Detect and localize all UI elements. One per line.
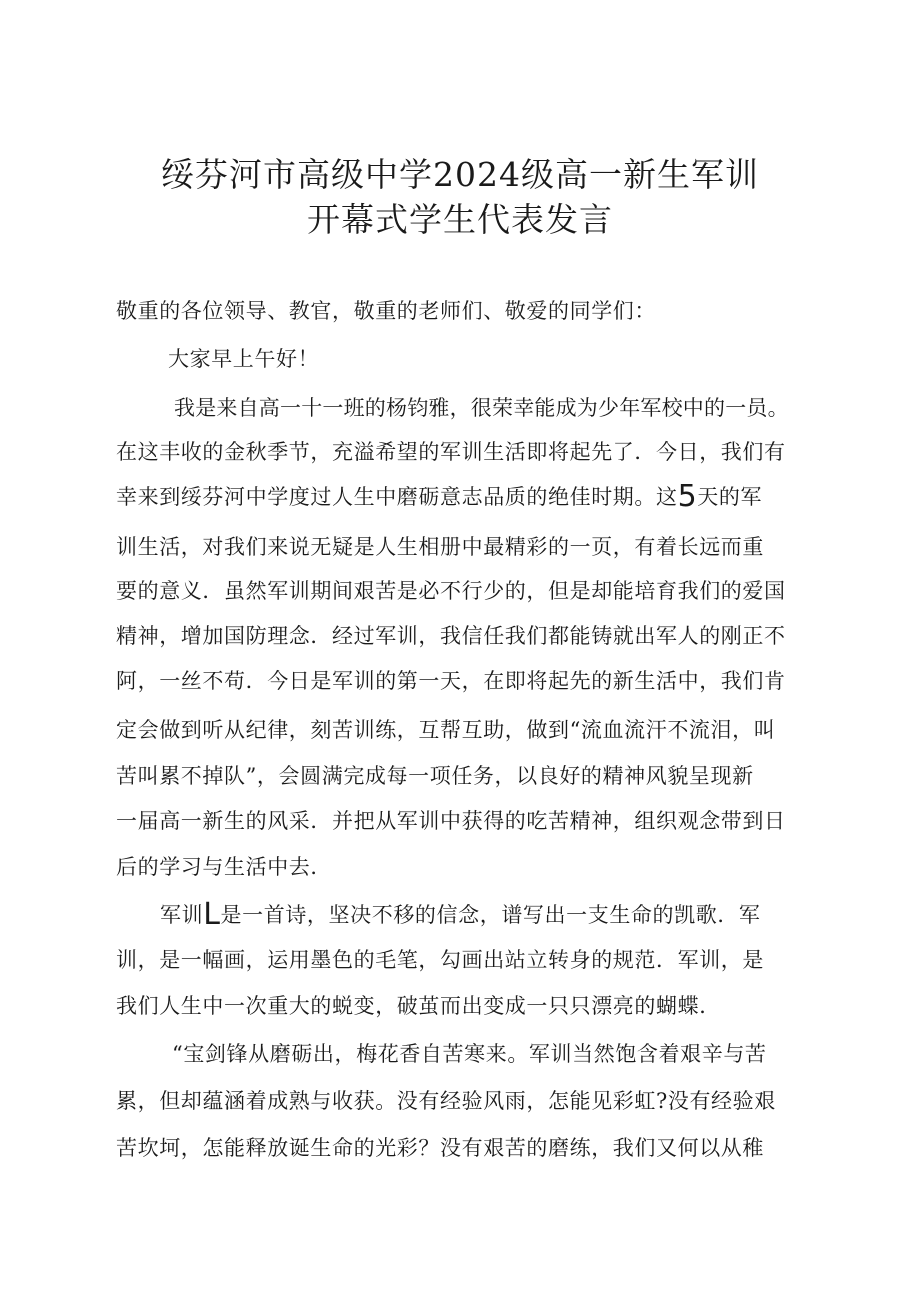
paragraph-line: 我是来自高一十一班的杨钧雅，很荣幸能成为少年军校中的一员。 — [174, 396, 789, 420]
paragraph-line: 精神，增加国防理念．经过军训，我信任我们都能铸就出军人的刚正不 — [116, 624, 786, 648]
paragraph-line: 苦坎坷，怎能释放诞生命的光彩？没有艰苦的磨练，我们又何以从稚 — [116, 1136, 764, 1160]
paragraph-line: 训生活，对我们来说无疑是人生相册中最精彩的一页，有着长远而重 — [116, 535, 764, 559]
paragraph-line: 我们人生中一次重大的蜕变，破茧而出变成一只只漂亮的蝴蝶． — [116, 994, 721, 1018]
salutation: 敬重的各位领导、教官，敬重的老师们、敬爱的同学们： — [116, 299, 656, 323]
paragraph-text: 是一首诗，坚决不移的信念，谱写出一支生命的凯歌．军 — [220, 903, 761, 927]
paragraph-line: 后的学习与生活中去． — [116, 855, 332, 879]
paragraph-line: 定会做到听从纪律，刻苦训练，互帮互助，做到“流血流汗不流泪，叫 — [116, 718, 776, 742]
paragraph-line: “宝剑锋从磨砺出，梅花香自苦寒来。军训当然饱含着艰辛与苦 — [172, 1042, 767, 1066]
paragraph-line: 要的意义．虽然军训期间艰苦是必不行少的，但是却能培育我们的爱国 — [116, 579, 786, 603]
paragraph-line: 训，是一幅画，运用墨色的毛笔，勾画出站立转身的规范．军训，是 — [116, 948, 764, 972]
letter-l: L — [203, 897, 221, 932]
paragraph-line — [116, 479, 806, 514]
paragraph-line: 苦叫累不掉队”，会圆满完成每一项任务，以良好的精神风貌呈现新 — [116, 764, 754, 788]
paragraph-line: 累，但却蕴涵着成熟与收获。没有经验风雨，怎能见彩虹?没有经验艰 — [116, 1089, 776, 1113]
greeting: 大家早上午好！ — [168, 347, 320, 371]
paragraph-text: 军训 — [160, 903, 204, 927]
paragraph-text: 天的军 — [697, 485, 763, 509]
title-line-2: 开幕式学生代表发言 — [307, 200, 613, 239]
paragraph-line: 一届高一新生的风采．并把从军训中获得的吃苦精神，组织观念带到日 — [116, 809, 786, 833]
paragraph-line: 在这丰收的金秋季节，充溢希望的军训生活即将起先了．今日，我们有 — [116, 440, 786, 464]
paragraph-line: 阿，一丝不苟．今日是军训的第一天，在即将起先的新生活中，我们肯 — [116, 669, 786, 693]
paragraph-text: 幸来到绥芬河中学度过人生中磨砺意志品质的绝佳时期。这 — [116, 485, 678, 509]
number-five: 5 — [677, 479, 698, 514]
title-line-1: 绥芬河市高级中学2024级高一新生军训 — [161, 155, 759, 194]
paragraph-line — [160, 897, 850, 932]
